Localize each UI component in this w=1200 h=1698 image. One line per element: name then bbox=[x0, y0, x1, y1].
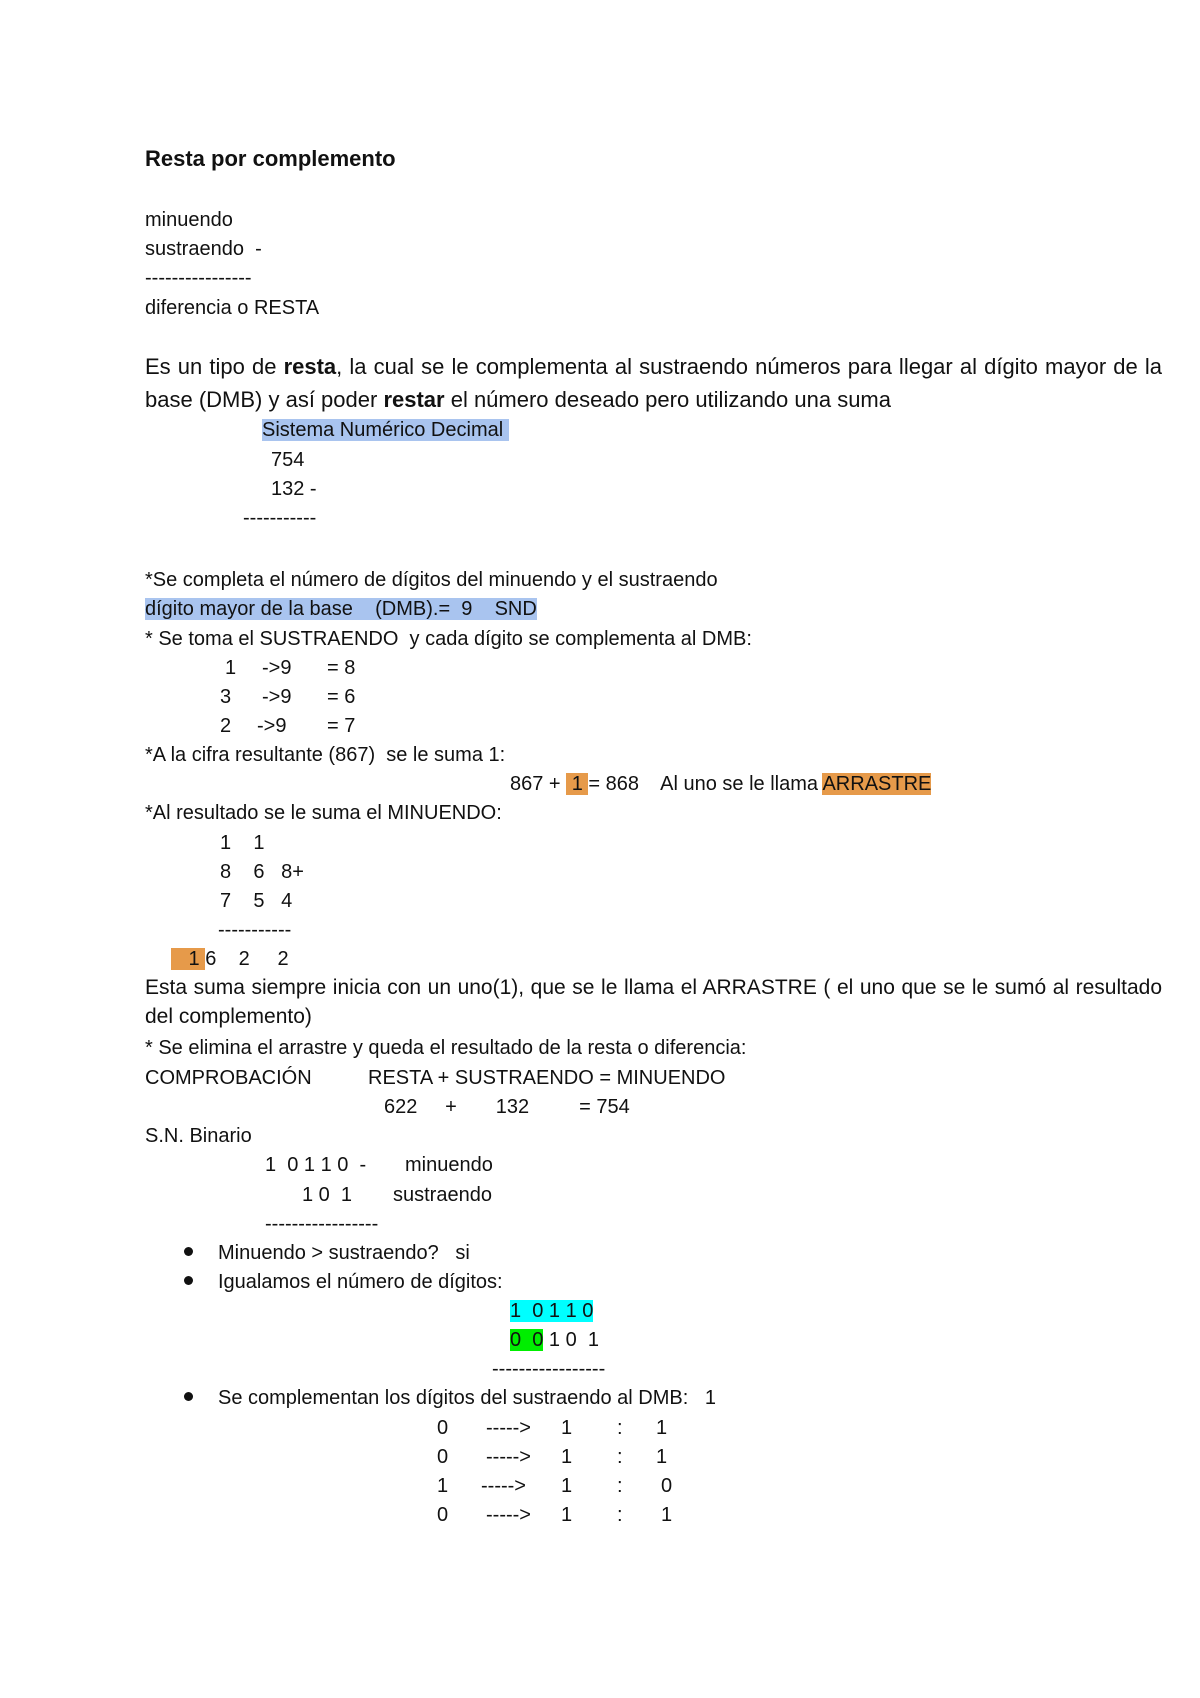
paragraph-bold-restar: restar bbox=[383, 387, 445, 412]
bin-comp-digit: 0 bbox=[437, 1504, 449, 1526]
binary-subtrahend-label: sustraendo bbox=[393, 1184, 492, 1206]
bin-comp-digit: 0 bbox=[437, 1417, 449, 1439]
bullet-item-1: Minuendo > sustraendo? si bbox=[218, 1242, 470, 1264]
binary-heading: S.N. Binario bbox=[145, 1125, 252, 1147]
sum-result bbox=[171, 947, 289, 971]
bullet-item-2: Igualamos el número de dígitos: bbox=[218, 1271, 503, 1293]
comp-result: = 7 bbox=[327, 715, 356, 737]
bin-comp-arrow: -----> bbox=[486, 1446, 531, 1468]
check-formula: RESTA + SUSTRAENDO = MINUENDO bbox=[368, 1067, 726, 1089]
padded-minuend-text: 1 0 1 1 0 bbox=[510, 1300, 594, 1322]
bin-comp-arrow: -----> bbox=[481, 1475, 526, 1497]
bin-comp-digit: 1 bbox=[437, 1475, 449, 1497]
bin-comp-dmb: 1 bbox=[561, 1417, 573, 1439]
intro-minuendo: minuendo bbox=[145, 209, 233, 231]
decimal-dmb bbox=[145, 597, 537, 621]
decimal-subtrahend: 132 - bbox=[271, 478, 317, 500]
decimal-step-3: *A la cifra resultante (867) se le suma 1: bbox=[145, 744, 506, 766]
bin-comp-colon: : bbox=[617, 1446, 623, 1468]
sum-carry-row: 1 1 bbox=[220, 832, 265, 854]
paragraph-text-3: el número deseado pero utilizando una suma bbox=[444, 387, 891, 412]
sum-result-rest: 6 2 2 bbox=[205, 948, 289, 970]
decimal-heading-text: Sistema Numérico Decimal bbox=[262, 419, 509, 441]
bullet-item-3: Se complementan los dígitos del sustraendo al DMB: 1 bbox=[218, 1387, 717, 1409]
bin-comp-dmb: 1 bbox=[561, 1504, 573, 1526]
decimal-heading bbox=[262, 418, 509, 442]
binary-minuend: 1 0 1 1 0 - bbox=[265, 1154, 367, 1176]
comp-digit: 2 bbox=[220, 715, 232, 737]
sum-row-a: 8 6 8+ bbox=[220, 861, 304, 883]
decimal-rule: ----------- bbox=[243, 507, 317, 529]
bin-comp-dmb: 1 bbox=[561, 1475, 573, 1497]
addition-one: 1 bbox=[566, 773, 589, 795]
paragraph-bold-resta: resta bbox=[283, 354, 337, 379]
comp-result: = 6 bbox=[327, 686, 356, 708]
bin-comp-result: 1 bbox=[656, 1417, 668, 1439]
binary-subtrahend: 1 0 1 bbox=[302, 1184, 353, 1206]
padded-subtrahend bbox=[510, 1328, 599, 1352]
sum-result-carry: 1 bbox=[171, 948, 205, 970]
comp-digit: 1 bbox=[225, 657, 237, 679]
decimal-step-2: * Se toma el SUSTRAENDO y cada dígito se complementa al DMB: bbox=[145, 628, 752, 650]
bin-comp-digit: 0 bbox=[437, 1446, 449, 1468]
addition-line bbox=[510, 772, 931, 796]
binary-rule: ----------------- bbox=[265, 1213, 379, 1235]
binary-minuend-label: minuendo bbox=[405, 1154, 493, 1176]
intro-sustraendo: sustraendo - bbox=[145, 238, 262, 260]
bin-comp-colon: : bbox=[617, 1475, 623, 1497]
decimal-minuend: 754 bbox=[271, 449, 305, 471]
definition-paragraph bbox=[145, 350, 1162, 416]
decimal-step-4: *Al resultado se le suma el MINUENDO: bbox=[145, 802, 502, 824]
bin-comp-colon: : bbox=[617, 1417, 623, 1439]
comp-arrow: ->9 bbox=[262, 657, 292, 679]
bin-comp-arrow: -----> bbox=[486, 1417, 531, 1439]
comp-arrow: ->9 bbox=[257, 715, 287, 737]
binary-rule-2: ----------------- bbox=[492, 1358, 606, 1380]
bin-comp-result: 0 bbox=[661, 1475, 673, 1497]
page-title: Resta por complemento bbox=[145, 146, 396, 171]
pad-rest: 1 0 1 bbox=[543, 1329, 599, 1351]
decimal-step-1: *Se completa el número de dígitos del minuendo y el sustraendo bbox=[145, 569, 718, 591]
bin-comp-dmb: 1 bbox=[561, 1446, 573, 1468]
intro-diferencia: diferencia o RESTA bbox=[145, 297, 320, 319]
sum-rule: ----------- bbox=[218, 919, 292, 941]
comp-result: = 8 bbox=[327, 657, 356, 679]
sum-row-b: 7 5 4 bbox=[220, 890, 293, 912]
padded-minuend bbox=[510, 1299, 593, 1323]
arrastre-explanation: Esta suma siempre inicia con un uno(1), que se le llama el ARRASTRE ( el uno que se le sumó al resultado del complemento) bbox=[145, 976, 1162, 1028]
pad-zeros: 0 0 bbox=[510, 1329, 544, 1351]
intro-rule: ---------------- bbox=[145, 267, 252, 289]
bin-comp-result: 1 bbox=[661, 1504, 673, 1526]
arrastre-label: ARRASTRE bbox=[822, 773, 932, 795]
paragraph-text-2: , la cual se le complementa al sustraendo números para llegar al dígito mayor de la base (DMB) y así poder bbox=[145, 354, 1162, 412]
bullet-icon bbox=[184, 1392, 193, 1401]
bin-comp-colon: : bbox=[617, 1504, 623, 1526]
bin-comp-result: 1 bbox=[656, 1446, 668, 1468]
check-label: COMPROBACIÓN bbox=[145, 1067, 312, 1089]
check-values: 622 + 132 = 754 bbox=[384, 1096, 630, 1118]
bullet-icon bbox=[184, 1276, 193, 1285]
addition-right: = 868 Al uno se le llama bbox=[588, 773, 823, 795]
bullet-icon bbox=[184, 1247, 193, 1256]
addition-left: 867 + bbox=[510, 773, 567, 795]
paragraph-text-1: Es un tipo de bbox=[145, 354, 284, 379]
bin-comp-arrow: -----> bbox=[486, 1504, 531, 1526]
decimal-dmb-text: dígito mayor de la base (DMB).= 9 SND bbox=[145, 598, 537, 620]
decimal-step-5: * Se elimina el arrastre y queda el resultado de la resta o diferencia: bbox=[145, 1037, 747, 1059]
comp-digit: 3 bbox=[220, 686, 232, 708]
comp-arrow: ->9 bbox=[262, 686, 292, 708]
